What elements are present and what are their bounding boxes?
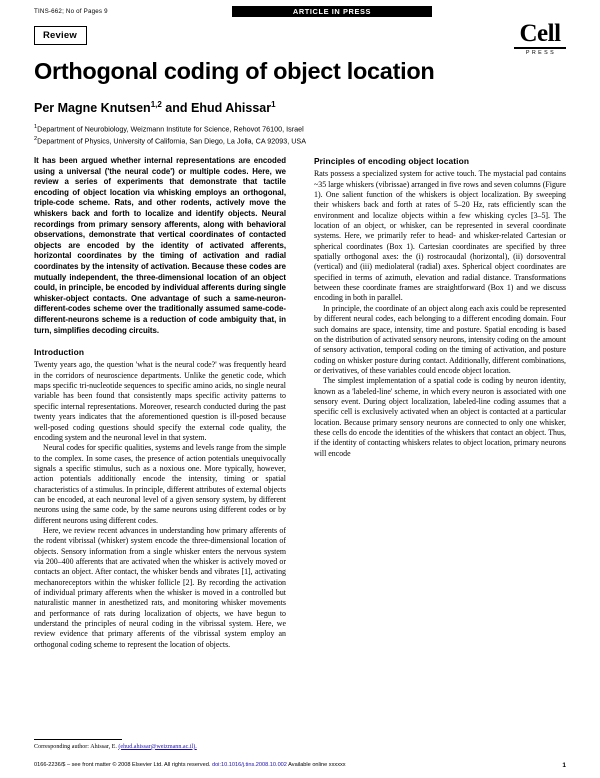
section-heading-introduction: Introduction (34, 347, 85, 358)
cell-logo-press: PRESS (525, 49, 557, 56)
paragraph: Neural codes for specific qualities, systems and levels range from the simple to the complex. In some cases, the presence of action potentials unequivocally signals a specific stimulus, such as a noxious one. More typically, however, action potentials additionally encode the intensity, timing or spatial characteristics of a stimulus. In principle, different attributes of external objects can be encoded, at each neuronal level of a given sensory system, by different neurons using the same code, by the same neurons using different codes or by different neurons using different codes. (34, 443, 286, 525)
footnote-rule (34, 739, 122, 740)
affiliation-text: Department of Neurobiology, Weizmann Institute for Science, Rehovot 76100, Israel (37, 124, 304, 134)
affiliation-text: Department of Physics, University of California, San Diego, La Jolla, CA 92093, USA (37, 136, 306, 146)
cell-press-logo (514, 22, 566, 56)
footnote-label: Corresponding author: Ahissar, E. (34, 743, 117, 750)
corresponding-author-footnote (34, 739, 286, 751)
journal-reference: TINS-662; No of Pages 9 (34, 8, 108, 15)
corresponding-author-email-link[interactable]: (ehud.ahissar@weizmann.ac.il). (118, 743, 197, 750)
availability-text: Available online xxxxxx (288, 762, 346, 768)
paragraph: Twenty years ago, the question 'what is the neural code?' was frequently heard in the corridors of neuroscience departments. Unlike the genetic code, which maps specific tri-nucleotide sequences to specific amino acids, no single neural variable has been found that consistently maps specific activity patterns to specific internal representations. Moreover, research conducted during the past twenty years indicates that the aforementioned question is ill-posed because well-posed coding questions should specify the external code quality, the encoding system and the neuronal level in that system. (34, 360, 286, 442)
author-1: Per Magne Knutsen (34, 101, 151, 116)
column-right (314, 156, 566, 459)
paragraph: Rats possess a specialized system for active touch. The mystacial pad contains ~35 large whiskers (vibrissae) arranged in five rows and seven columns (Figure 1). One salient function of the whiskers is object localization. By sweeping their whiskers back and forth at rates of 5–20 Hz, rats efficiently scan the environment and localize objects within a few whisking cycles [3–5]. The location of an object, or whisker, can be represented in several coordinate systems. Here, we primarily refer to head- and whisker-related Cartesian or spherical coordinates (Box 1). Cartesian coordinates are specified by three spatially orthogonal axes: the (i) rostrocaudal (horizontal), (ii) dorsoventral (vertical) and (iii) mediolateral (radial) axes. Spherical object coordinates are specified in terms of azimuth, elevation and radial distance. Transformations between these coordinate frames are straightforward (Box 1) and we discuss encoding in both in parallel. (314, 169, 566, 303)
affiliation-marker: 1 (34, 124, 38, 130)
cell-logo-rule (514, 47, 566, 49)
author-2: Ehud Ahissar (190, 101, 272, 116)
page-footer (34, 762, 566, 768)
article-in-press-banner: ARTICLE IN PRESS (232, 6, 432, 17)
doi-link[interactable]: doi:10.1016/j.tins.2008.10.002 (211, 762, 287, 768)
copyright-text: 0166-2236/$ – see front matter © 2008 Elsevier Ltd. All rights reserved. (34, 762, 211, 768)
affiliations (34, 122, 564, 147)
paragraph: Here, we review recent advances in understanding how primary afferents of the rodent vibrissal (whisker) system encode the three-dimensional location of objects. Sensory information from a single whisker enters the nervous system via 200–400 afferents that are activated when the whisker is actively moved or contacts an object. After contact, the whisker bends and vibrates [1], activating mechanoreceptors within the whisker follicle [2]. By recording the activation of individual primary afferents when the whisker is moved in a controlled but naturalistic manner in anesthetized rats, and monitoring whisker movements and performance of rats during localization of objects, we have begun to understand the principles of neural coding in the vibrissal system. Here, we review evidence that primary afferents of the vibrissal system employ an orthogonal coding scheme to represent the location of objects. (34, 525, 286, 649)
section-heading-principles: Principles of encoding object location (314, 156, 470, 166)
author-conjunction: and (161, 101, 191, 116)
column-left (34, 156, 286, 650)
affiliation-item (34, 122, 564, 134)
page-title: Orthogonal coding of object location (34, 58, 435, 84)
cell-logo-word: Cell (519, 20, 561, 47)
abstract: It has been argued whether internal representations are encoded using a universal ('the neural code') or multiple codes. Here, we review a series of experiments that demonstrate that tactile encoding of object location via whisking employs an orthogonal, triple-code scheme. Rats, and other rodents, actively move the whiskers back and forth to localize and identify objects. Neural recordings from primary sensory afferents, along with behavioral observations, demonstrate that vertical coordinates of contacted objects are encoded by the identity of activated afferents, horizontal coordinates by the timing of activation and radial coordinates by the intensity of activation. Because these codes are mutually independent, the three-dimensional location of an object could, in principle, be encoded by individual afferents during single whisker-object contacts. One advantage of such a same-neuron-different-codes scheme over the traditionally assumed same-code-different-neurons scheme is a reduction of code ambiguity that, in turn, simplifies decoding circuits. (34, 156, 286, 335)
affiliation-marker: 2 (34, 136, 38, 143)
article-columns (34, 156, 566, 728)
top-bar (0, 8, 600, 20)
affiliation-item (34, 134, 564, 146)
author-list (34, 100, 564, 115)
paragraph: In principle, the coordinate of an object along each axis could be represented by different neural codes, each belonging to a different encoding domain. Four such domains are space, intensity, time and posture. Spatial encoding is based on the distribution of activated sensory neurons, intensity coding on the amount of sensory activation, temporal coding on the timing of activation, and posture coding on whisker posture during contact. Additionally, different combinations, or derivatives, of these variables could encode object location. (314, 303, 566, 375)
review-badge: Review (34, 26, 87, 45)
author-1-affil-marker: 1,2 (150, 100, 162, 109)
author-2-affil-marker: 1 (271, 100, 276, 109)
page-number: 1 (562, 762, 566, 769)
paragraph: The simplest implementation of a spatial code is coding by neuron identity, known as a 'labeled-line' scheme, in which every neuron is associated with one sensory event. During object localization, labeled-line coding assumes that a specific cell is exclusively activated when an object is contacted at a particular location. Because primary sensory neurons are connected to only one whisker, these cells do encode the identities of the whiskers that contact an object. Thus, if the identity of contacting whiskers relates to object location, primary neurons will encode (314, 376, 566, 458)
